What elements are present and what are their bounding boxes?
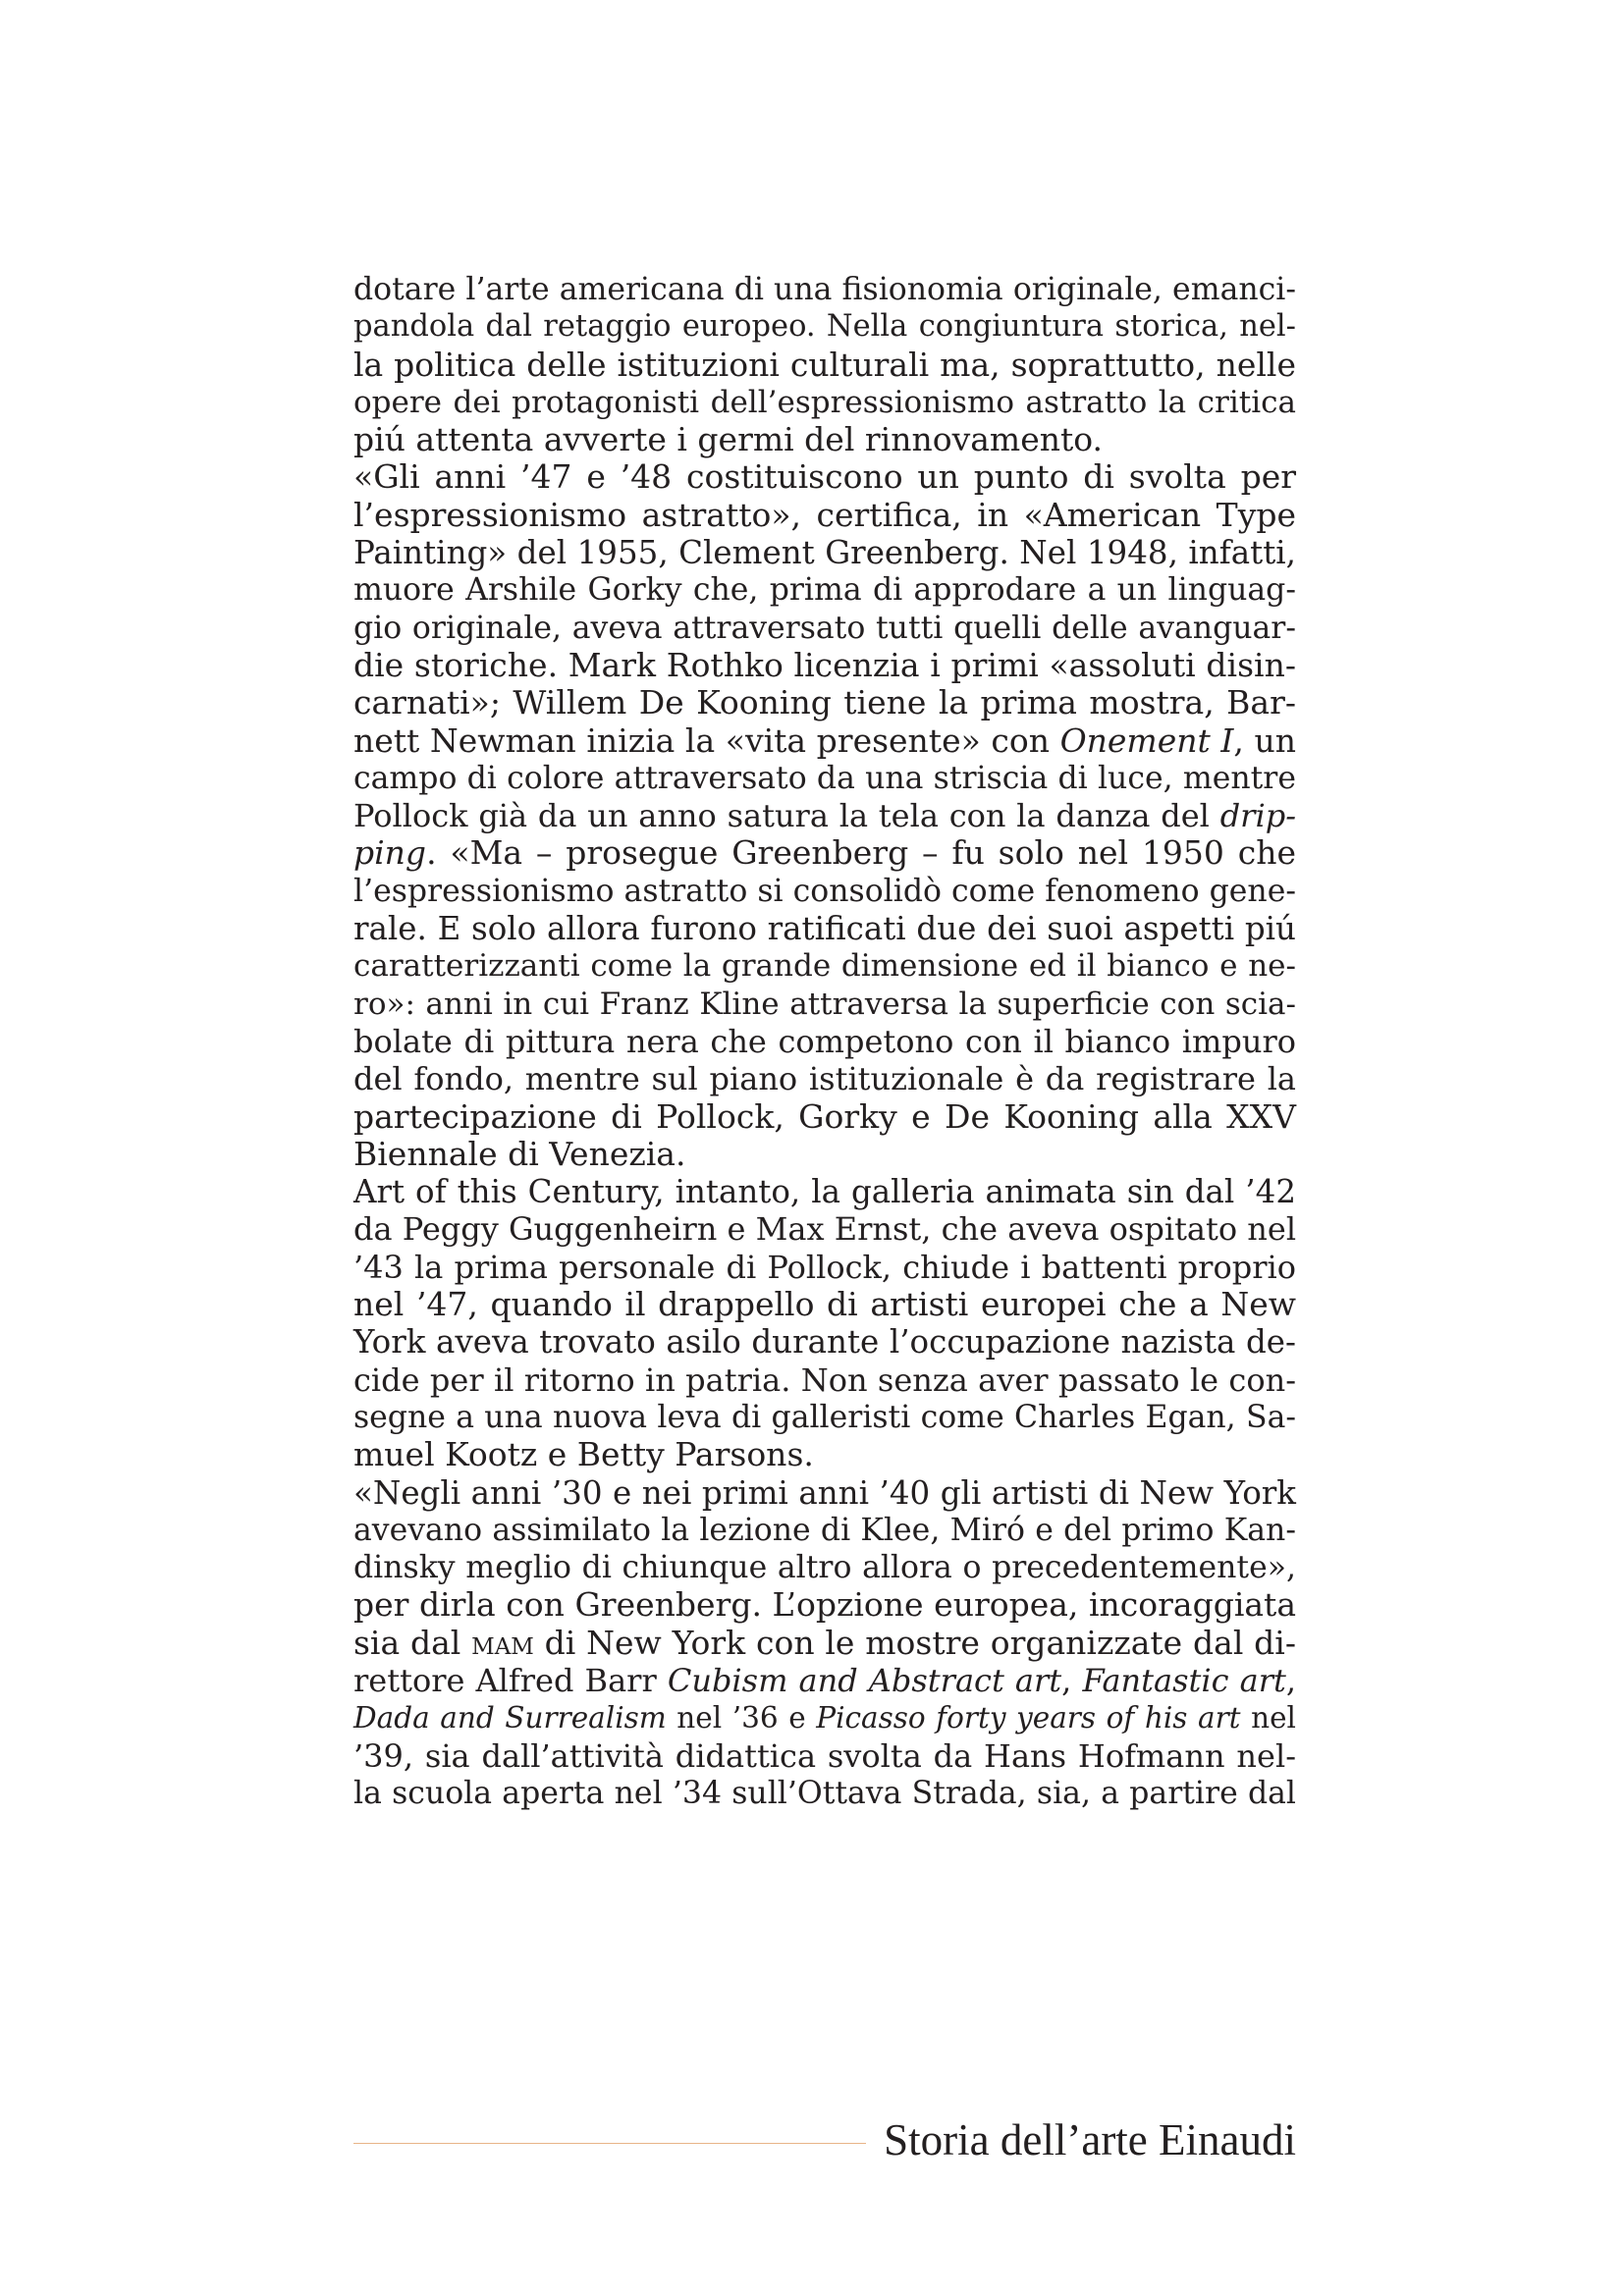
text-run: l’espressionismo astratto», certifica, in «American Type bbox=[353, 495, 1296, 534]
text-run: ro»: anni in cui Franz Kline attraversa la superficie con scia- bbox=[353, 986, 1296, 1022]
italic-title: Fantastic art bbox=[1082, 1661, 1286, 1699]
text-run: opere dei protagonisti dell’espressionismo astratto la critica bbox=[353, 384, 1296, 420]
italic-title: Dada and Surrealism bbox=[353, 1701, 667, 1735]
text-run: pandola dal retaggio europeo. Nella congiuntura storica, nel- bbox=[353, 309, 1296, 345]
text-run: nel ’47, quando il drappello di artisti europei che a New bbox=[353, 1285, 1296, 1324]
small-caps-abbreviation: mam bbox=[471, 1623, 534, 1662]
text-line bbox=[353, 1136, 1296, 1173]
text-run: cide per il ritorno in patria. Non senza aver passato le con- bbox=[353, 1361, 1296, 1399]
text-run: piú attenta avverte i germi del rinnovamento. bbox=[353, 420, 1104, 459]
text-line bbox=[353, 873, 1296, 910]
text-run: rale. E solo allora furono ratificati due dei suoi aspetti piú bbox=[353, 910, 1296, 948]
text-run: . «Ma – prosegue Greenberg – fu solo nel 1950 che bbox=[426, 833, 1296, 873]
footer-rule bbox=[353, 2143, 866, 2144]
text-run: gio originale, aveva attraversato tutti quelli delle avanguar- bbox=[353, 610, 1296, 646]
text-line bbox=[353, 986, 1296, 1023]
text-run: Pollock già da un anno satura la tela con la danza del bbox=[353, 797, 1220, 835]
text-run: nel ’36 e bbox=[666, 1701, 817, 1735]
text-run: da Peggy Guggenheirn e Max Ernst, che aveva ospitato nel bbox=[353, 1210, 1297, 1249]
text-line bbox=[353, 1399, 1296, 1436]
text-run: carnati»; Willem De Kooning tiene la prima mostra, Bar- bbox=[353, 683, 1296, 722]
italic-title: Onement I bbox=[1059, 721, 1234, 760]
text-line bbox=[353, 1699, 1296, 1736]
text-line bbox=[353, 1586, 1296, 1624]
text-line bbox=[353, 347, 1296, 384]
text-run: , bbox=[1285, 1661, 1297, 1699]
text-line bbox=[353, 1362, 1296, 1399]
text-run: «Negli anni ’30 e nei primi anni ’40 gli artisti di New York bbox=[353, 1473, 1296, 1512]
text-run: «Gli anni ’47 e ’48 costituiscono un punto di svolta per bbox=[353, 457, 1296, 497]
text-line bbox=[353, 384, 1296, 421]
text-line bbox=[353, 1512, 1296, 1549]
text-run: la scuola aperta nel ’34 sull’Ottava Strada, sia, a partire dal bbox=[353, 1775, 1296, 1811]
text-run: muore Arshile Gorky che, prima di approdare a un linguag- bbox=[353, 572, 1296, 609]
text-run: Art of this Century, intanto, la galleria animata sin dal ’42 bbox=[353, 1173, 1296, 1211]
text-line bbox=[353, 308, 1296, 346]
text-line bbox=[353, 1249, 1296, 1286]
text-run: sia dal bbox=[353, 1623, 472, 1662]
text-run: , bbox=[1061, 1661, 1083, 1699]
text-run: nett Newman inizia la «vita presente» con bbox=[353, 721, 1060, 760]
italic-title: drip- bbox=[1219, 797, 1296, 835]
text-run: caratterizzanti come la grande dimensione ed il bianco e ne- bbox=[353, 948, 1296, 985]
text-run: muel Kootz e Betty Parsons. bbox=[353, 1435, 814, 1474]
text-run: dotare l’arte americana di una fisionomia originale, emanci- bbox=[353, 272, 1296, 307]
text-line bbox=[353, 834, 1296, 872]
text-run: dinsky meglio di chiunque altro allora o precedentemente», bbox=[353, 1550, 1296, 1586]
text-run: , un bbox=[1233, 721, 1296, 760]
text-line bbox=[353, 497, 1296, 534]
text-line bbox=[353, 1023, 1296, 1060]
text-run: die storiche. Mark Rothko licenzia i primi «assoluti disin- bbox=[353, 645, 1296, 684]
italic-title: Cubism and Abstract art bbox=[667, 1661, 1062, 1699]
text-line bbox=[353, 610, 1296, 647]
text-line bbox=[353, 1549, 1296, 1586]
text-run: partecipazione di Pollock, Gorky e De Kooning alla XXV bbox=[353, 1096, 1296, 1136]
text-line bbox=[353, 684, 1296, 721]
text-run: bolate di pittura nera che competono con il bianco impuro bbox=[353, 1022, 1296, 1060]
text-line bbox=[353, 1323, 1296, 1361]
text-run: nel bbox=[1240, 1701, 1296, 1735]
text-run: segne a una nuova leva di galleristi come Charles Egan, Sa- bbox=[353, 1399, 1296, 1435]
text-line bbox=[353, 421, 1296, 458]
text-run: ’43 la prima personale di Pollock, chiude i battenti proprio bbox=[353, 1248, 1296, 1286]
text-line bbox=[353, 1436, 1296, 1473]
text-run: di New York con le mostre organizzate dal di- bbox=[533, 1623, 1297, 1662]
text-line bbox=[353, 1625, 1296, 1662]
text-line bbox=[353, 458, 1296, 496]
text-line bbox=[353, 910, 1296, 947]
text-run: del fondo, mentre sul piano istituzionale è da registrare la bbox=[353, 1060, 1296, 1098]
text-run: la politica delle istituzioni culturali ma, soprattutto, nelle bbox=[353, 345, 1296, 384]
text-line bbox=[353, 1474, 1296, 1512]
footer-title: Storia dell’arte Einaudi bbox=[884, 2115, 1296, 2164]
page-footer bbox=[353, 2112, 1296, 2167]
text-line bbox=[353, 1173, 1296, 1210]
text-line bbox=[353, 1662, 1296, 1699]
italic-title: ping bbox=[353, 833, 427, 873]
text-line bbox=[353, 1060, 1296, 1097]
text-line bbox=[353, 1737, 1296, 1775]
text-run: Painting» del 1955, Clement Greenberg. Nel 1948, infatti, bbox=[353, 534, 1296, 572]
text-line bbox=[353, 947, 1296, 985]
body-text bbox=[353, 271, 1296, 1812]
text-line bbox=[353, 797, 1296, 834]
text-line bbox=[353, 722, 1296, 760]
text-line bbox=[353, 571, 1296, 609]
text-run: l’espressionismo astratto si consolidò come fenomeno gene- bbox=[353, 873, 1296, 909]
text-run: campo di colore attraversato da una striscia di luce, mentre bbox=[353, 760, 1296, 796]
text-line bbox=[353, 760, 1296, 797]
text-run: per dirla con Greenberg. L’opzione europea, incoraggiata bbox=[353, 1585, 1296, 1625]
italic-title: Picasso forty years of his art bbox=[816, 1701, 1241, 1735]
text-run: rettore Alfred Barr bbox=[353, 1661, 668, 1699]
text-run: Biennale di Venezia. bbox=[353, 1134, 686, 1173]
text-line bbox=[353, 1098, 1296, 1136]
text-line bbox=[353, 1210, 1296, 1248]
text-line bbox=[353, 1286, 1296, 1323]
text-run: ’39, sia dall’attività didattica svolta da Hans Hofmann nel- bbox=[353, 1736, 1296, 1775]
text-run: avevano assimilato la lezione di Klee, Miró e del primo Kan- bbox=[353, 1512, 1296, 1548]
text-line bbox=[353, 647, 1296, 684]
text-line bbox=[353, 1775, 1296, 1812]
text-line bbox=[353, 534, 1296, 571]
text-run: York aveva trovato asilo durante l’occupazione nazista de- bbox=[353, 1323, 1296, 1362]
text-line bbox=[353, 271, 1296, 308]
